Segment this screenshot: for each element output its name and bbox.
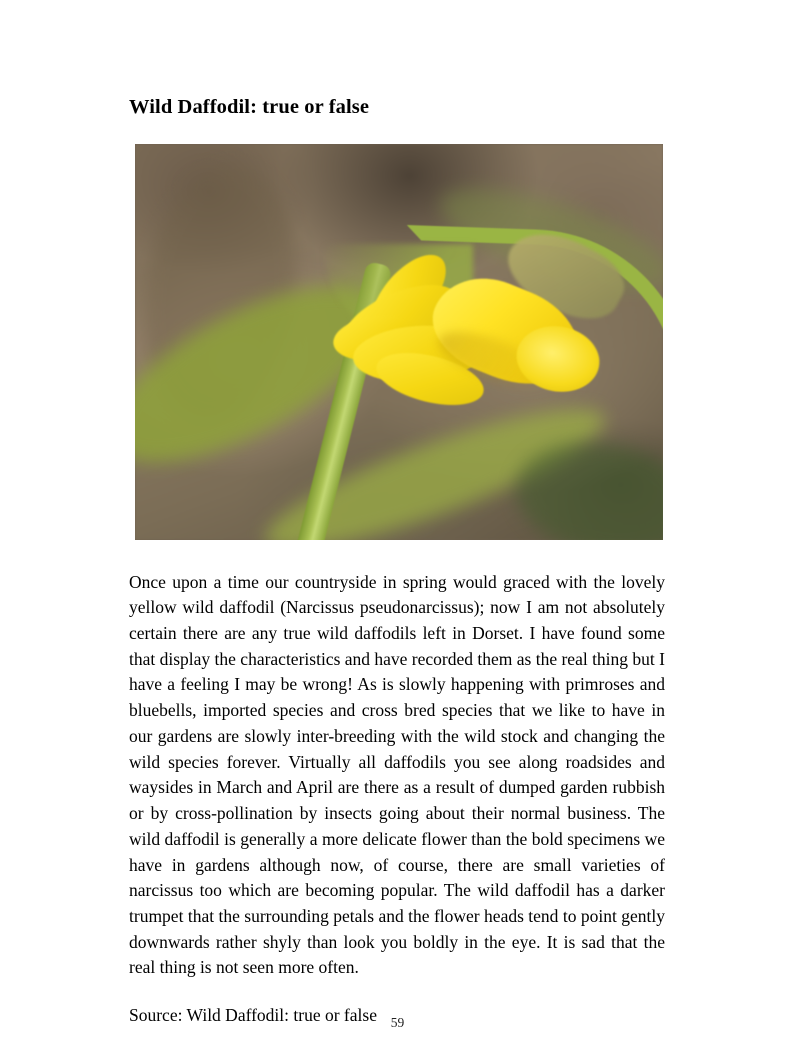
page-title: Wild Daffodil: true or false	[129, 96, 370, 118]
page-content	[129, 95, 665, 1028]
page-number: 59	[390, 1015, 405, 1030]
daffodil-photo	[135, 144, 663, 540]
source-caption: Source: Wild Daffodil: true or false	[129, 1005, 377, 1026]
body-paragraph: Once upon a time our countryside in spring would graced with the lovely yellow wild daffodil (Narcissus pseudonarcissus); now I am not absolutely certain there are any true wild daffodils left in Dorset. I have found some that display the characteristics and have recorded them as the real thing but I have a feeling I may be wrong! As is slowly happening with primroses and bluebells, imported species and cross bred species that we like to have in our gardens are slowly inter-breeding with the wild stock and changing the wild species forever. Virtually all daffodils you see along roadsides and waysides in March and April are there as a result of dumped garden rubbish or by cross-pollination by insects going about their normal business. The wild daffodil is generally a more delicate flower than the bold specimens we have in gardens although now, of course, there are small varieties of narcissus too which are becoming popular. The wild daffodil has a darker trumpet that the surrounding petals and the flower heads tend to point gently downwards rather shyly than look you boldly in the eye. It is sad that the real thing is not seen more often.	[129, 571, 665, 978]
